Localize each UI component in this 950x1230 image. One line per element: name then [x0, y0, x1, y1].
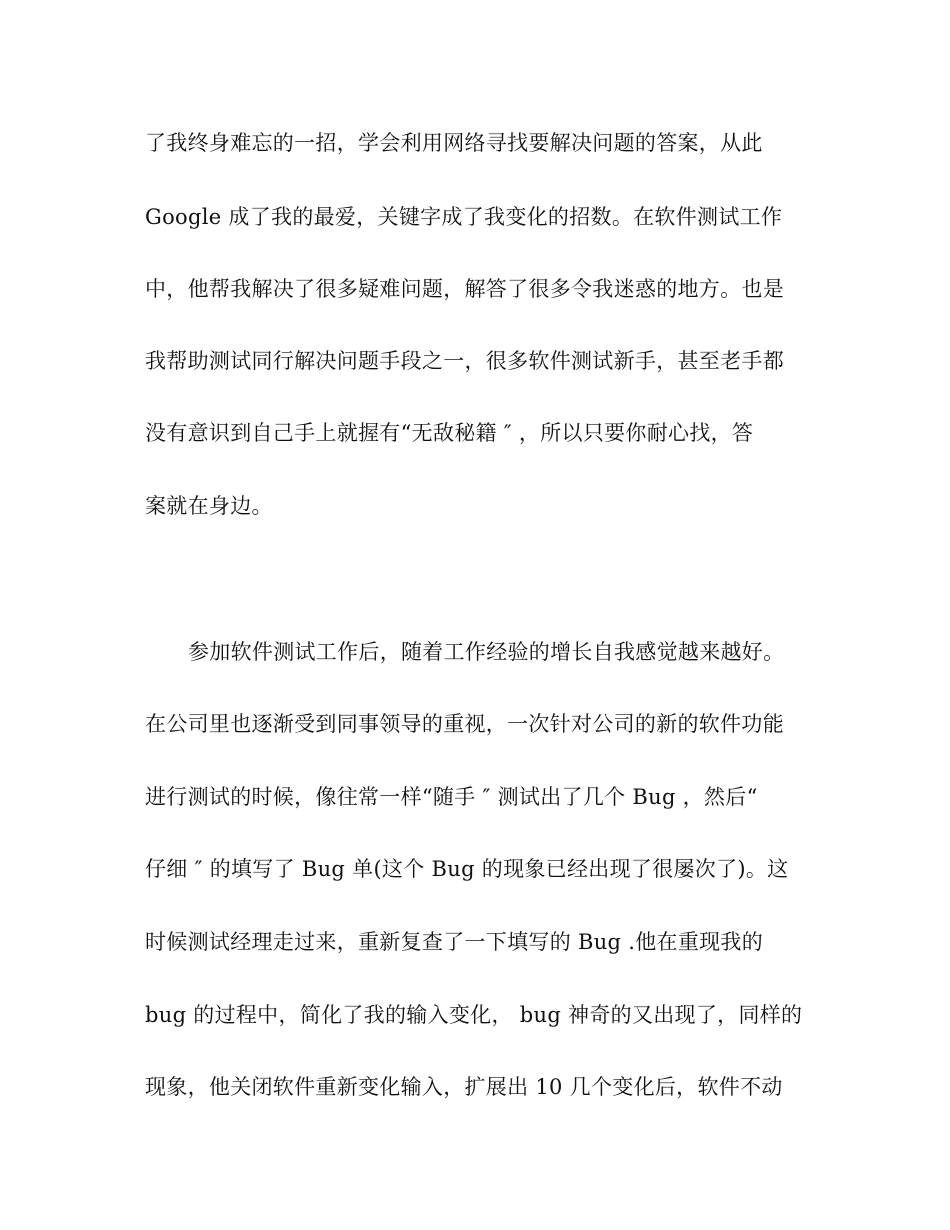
text-line: Google 成了我的最爱，关键字成了我变化的招数。在软件测试工作	[145, 205, 783, 229]
text-line: 现象，他关闭软件重新变化输入，扩展出 10 几个变化后，软件不动	[145, 1075, 783, 1099]
text-line: 案就在身边。	[145, 494, 273, 518]
text-line: 参加软件测试工作后，随着工作经验的增长自我感觉越来越好。	[188, 640, 785, 664]
text-line: 时候测试经理走过来，重新复查了一下填写的 Bug .他在重现我的	[145, 930, 764, 954]
text-line: 中，他帮我解决了很多疑难问题，解答了很多令我迷惑的地方。也是	[145, 277, 784, 301]
text-line: 在公司里也逐渐受到同事领导的重视，一次针对公司的新的软件功能	[145, 712, 784, 736]
text-line: 仔细 ″ 的填写了 Bug 单(这个 Bug 的现象已经出现了很屡次了)。这	[145, 857, 789, 881]
text-line: 我帮助测试同行解决问题手段之一，很多软件测试新手，甚至老手都	[145, 349, 784, 373]
text-line: 了我终身难忘的一招，学会利用网络寻找要解决问题的答案，从此	[145, 131, 763, 155]
text-line: bug 的过程中，简化了我的输入变化， bug 神奇的又出现了，同样的	[145, 1003, 803, 1027]
text-line: 没有意识到自己手上就握有“无敌秘籍 ″ ，所以只要你耐心找，答	[145, 421, 754, 445]
text-line: 进行测试的时候，像往常一样“随手 ″ 测试出了几个 Bug ，然后“	[145, 785, 758, 809]
